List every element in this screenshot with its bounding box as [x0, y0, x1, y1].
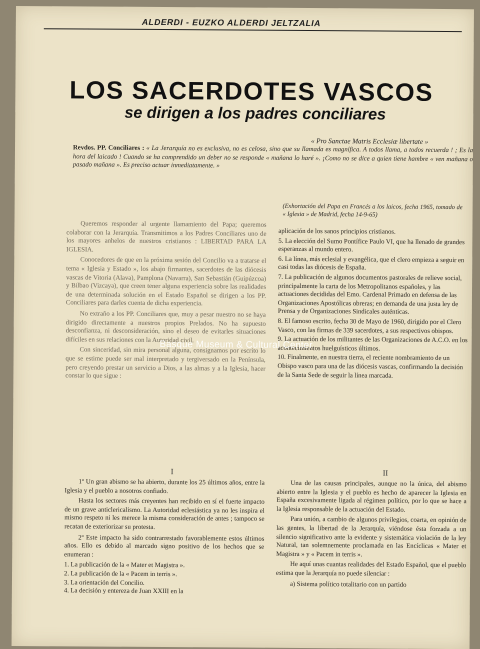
masthead-title: ALDERDI - EUZKO ALDERDI JELTZALIA — [141, 16, 321, 29]
section-paragraph: a) Sistema político totalitario con un partido — [289, 580, 407, 589]
right-column — [277, 228, 468, 382]
left-column — [65, 220, 266, 384]
section-paragraph: 2º Este impacto ha sido contrarrestado favorablemente estos últimos años. Ello es debido al marcado signo positivo de los hechos que se enumeran : — [64, 534, 265, 559]
list-item: 9. La actuación de los militantes de las Organizaciones de A.C.O. en los acontecimientos huelguísticos últimos. — [277, 335, 468, 353]
list-item: 6. La línea, más eclesial y evangélica, que el clero empieza a seguir en casi todas las diócesis de España. — [278, 255, 465, 272]
masthead — [44, 10, 462, 32]
event-list — [64, 562, 264, 598]
numbered-list — [277, 228, 468, 381]
section-heading-ii: II — [382, 468, 389, 478]
section-i-column — [64, 478, 265, 597]
salutation: Revdos. PP. Conciliares : — [72, 144, 145, 152]
headline: LOS SACERDOTES VASCOS — [69, 76, 434, 107]
list-item: 8. El famoso escrito, fecha 30 de Mayo de 1960, dirigido por el Clero Vasco, con las firmas de 339 sacerdotes, a sus respectivos obispos. — [277, 317, 462, 335]
left-paragraph: Conocedores de que en la próxima sesión del Concilio va a tratarse el tema « Iglesia y Estado », los abajo firmantes, sacerdotes de las diócesis vascas de Vitoria (Alava), Pamplona (Navarra), San Sebastián (Guipúzcoa) y Bilbao (Vizcaya), que creen tener alguna experiencia sobre las realidades de una determinada solución en el Estado Español se dirigen a los PP. Conciliares para darles cuenta de dicha experiencia. — [65, 256, 267, 308]
lead-quote: « La Jerarquía no es exclusiva, no es celosa, sino que su llamada es magnífica. A todos llama, a todos recuerda ! ; Es la hora del laicado ! Cuando se ha comprendido un deber no se responde « mañana lo haré ». ¡Como no se dice a quien tiene hambre « ven mañana o pasado mañana ». Es preciso actuar inmediatamente. » — [72, 144, 474, 170]
museum-watermark: Basque Museum & Cultural Center — [159, 339, 313, 352]
list-item: 10. Finalmente, en nuestra tierra, el reciente nombramiento de un Obispo vasco para una de las diócesis vascas, confirmando la decisión de la Santa Sede de seguir la línea marcada. — [277, 354, 464, 380]
left-paragraph: Con sinceridad, sin mira personal alguna, consignamos por escrito lo que se estime puede ser mal interpretado y tergiversado en la Península, pero creyendo prestar un servicio a Dios, a las almas y a la Iglesia, hacer constar lo que sigue : — [65, 346, 266, 380]
list-item: 3. La orientación del Concilio. — [63, 578, 145, 587]
section-paragraph: He aquí unas cuantas realidades del Estado Español, que el pueblo estima que la Jerarquía no puede silenciar : — [276, 561, 467, 578]
papa-quote: (Exhortación del Papa en Francés a los laicos, fecha 1965, tomado de « Iglesia » de Madrid, fecha 14-9-65) — [282, 202, 463, 219]
list-item: 2. La publicación de la « Pacem in terris ». — [64, 570, 178, 579]
section-paragraph: Para unión, a cambio de algunos privilegios, coarta, en opinión de las gentes, la libertad de la Jerarquía, viéndose ésta forzada a un silencio significativo ante la evidente y sistemática violación de la ley Natural, tan solemnemente proclamada en las Encíclicas « Mater et Magistra » y « Pacem in terris ». — [276, 516, 467, 559]
section-ii-column — [276, 480, 467, 592]
lead-paragraph — [73, 144, 473, 173]
list-item: 1. La publicación de la « Mater et Magistra ». — [64, 561, 185, 570]
subheadline: se dirigen a los padres conciliares — [124, 104, 387, 124]
list-item: 7. La publicación de algunos documentos pastorales de relieve social, principalmente la carta de los Metropolitanos españoles, y las actuaciones decididas del Emo. Cardenal Primado en defensa de las Organizaciones Apostólicas obreras; en demanda de una justa ley de Prensa y de Organizaciones Sindicales auténticas. — [277, 273, 462, 317]
left-paragraph: No extraño a los PP. Conciliares que, muy a pesar nuestro no se haya dirigido directamente a nuestros propios Prelados. No ha supuesto desconfianza, ni desconsideración, sino el deseo de evitarles situaciones difíciles en sus relaciones con la Autoridad civil. — [65, 310, 266, 344]
list-item: aplicación de los sanos principios cristianos. — [278, 227, 396, 236]
left-paragraph: Queremos responder al urgente llamamiento del Papa; queremos colaborar con la Jerarquía. Transmitimos a los Padres Conciliares uno de los mayores anhelos de nuestros cristianos : LIBERTAD PARA LA IGLESIA. — [66, 220, 267, 254]
list-item: 5. La elección del Sumo Pontífice Paulo VI, que ha llenado de grandes esperanzas al mundo entero. — [278, 237, 465, 254]
section-heading-i: I — [170, 467, 174, 477]
section-paragraph: Hasta los sectores más creyentes han recibido en sí el fuerte impacto de un grave anticlericalismo. La Autoridad eclesiástica ya no les inspira el mismo respeto ni les merece la misma consideración de antes ; tampoco se recatan de exteriorizar su protesta. — [64, 497, 265, 531]
list-item: 4. La decisión y entereza de Juan XXIII en la — [63, 587, 184, 596]
document-page — [12, 6, 474, 649]
motto: « Pro Sanctae Matris Ecclesiæ libertate » — [311, 137, 429, 146]
section-paragraph: 1º Un gran abismo se ha abierto, durante los 25 últimos años, entre la Iglesia y el pueblo a nosotros confiado. — [64, 478, 265, 495]
section-paragraph: Una de las causas principales, aunque no la única, del abismo abierto entre la Iglesia y el pueblo es hecho de aparecer la Iglesia en España excesivamente ligada al régimen político, por lo que se hace a la Iglesia responsable de la actuación del Estado. — [276, 479, 467, 514]
